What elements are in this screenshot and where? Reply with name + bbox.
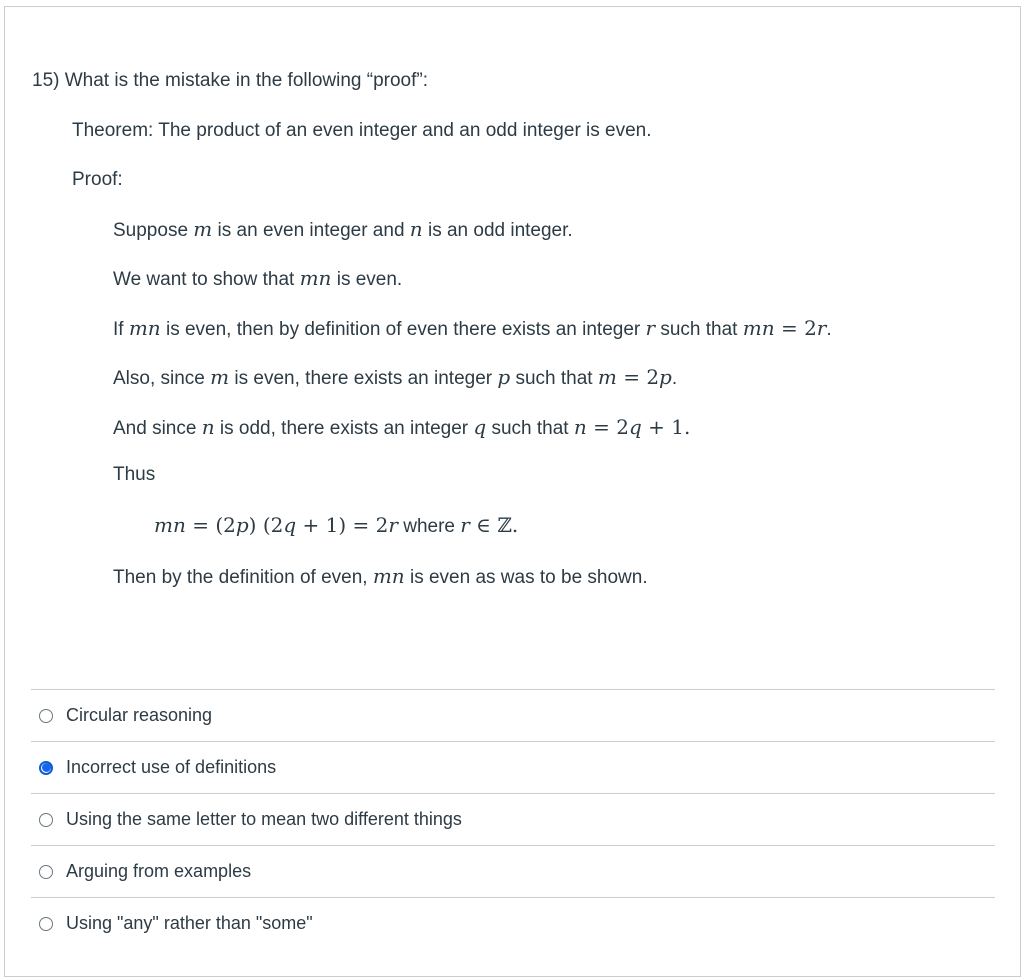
theorem-statement: Theorem: The product of an even integer and an odd integer is even. <box>72 120 652 141</box>
text: . <box>826 319 832 340</box>
text: And since <box>113 418 202 439</box>
text: We want to show that <box>113 269 300 290</box>
math-op: = 2 <box>616 365 660 389</box>
math-var: q <box>628 415 642 439</box>
question-card <box>4 6 1021 977</box>
answer-label: Circular reasoning <box>66 705 213 725</box>
proof-equation <box>154 513 518 539</box>
math-var: p <box>659 365 672 389</box>
text: where <box>397 516 461 537</box>
math-var: q <box>283 513 297 537</box>
math-var: m <box>210 365 230 389</box>
proof-line-goal <box>113 266 402 292</box>
math-var: r <box>460 513 470 537</box>
math-var: p <box>235 513 249 537</box>
math-var: p <box>497 365 511 389</box>
proof-label: Proof: <box>72 169 123 190</box>
math-op: = 2 <box>774 316 817 340</box>
radio-unchecked-icon[interactable] <box>39 917 53 931</box>
proof-line-if <box>113 316 832 342</box>
math-var: m <box>597 365 617 389</box>
math-op: = (2 <box>185 513 236 537</box>
math-var: n <box>201 415 215 439</box>
text: is even as was to be shown. <box>404 567 648 588</box>
radio-unchecked-icon[interactable] <box>39 865 53 879</box>
math-var: r <box>816 316 827 340</box>
math-var: n <box>409 217 423 241</box>
math-var: q <box>473 415 487 439</box>
text: Suppose <box>113 220 194 241</box>
answer-label: Using "any" rather than "some" <box>66 913 313 933</box>
text: is odd, there exists an integer <box>214 418 474 439</box>
answer-list <box>31 689 995 949</box>
math-var: mn <box>154 513 186 537</box>
text: If <box>113 319 129 340</box>
proof-line-m-even <box>113 365 677 391</box>
math-var: mn <box>128 316 161 340</box>
proof-thus: Thus <box>113 464 156 485</box>
math-var: mn <box>742 316 775 340</box>
radio-unchecked-icon[interactable] <box>39 813 53 827</box>
text: . <box>671 368 678 389</box>
text: Then by the definition of even, <box>113 567 373 588</box>
text: is an odd integer. <box>422 220 573 241</box>
math-var: r <box>388 513 398 537</box>
math-var: mn <box>299 266 332 290</box>
radio-checked-icon[interactable] <box>39 761 53 775</box>
text: is even. <box>331 269 403 290</box>
text: Also, since <box>113 368 211 389</box>
text: is an even integer and <box>212 220 410 241</box>
answer-label: Incorrect use of definitions <box>66 757 277 777</box>
math-op: + 1) = 2 <box>296 513 389 537</box>
math-var: n <box>573 415 587 439</box>
math-var: m <box>193 217 213 241</box>
math-var: mn <box>372 564 405 588</box>
question-prompt: 15) What is the mistake in the following “proof”: <box>32 70 429 91</box>
answer-label: Arguing from examples <box>66 861 252 881</box>
text: is even, there exists an integer <box>229 368 498 389</box>
radio-unchecked-icon[interactable] <box>39 709 53 723</box>
math-op: = 2 <box>586 415 629 439</box>
proof-conclusion <box>113 564 648 590</box>
math-op: ) (2 <box>248 513 284 537</box>
proof-line-suppose <box>113 217 573 243</box>
radio-dot-icon <box>42 763 51 772</box>
proof-line-n-odd <box>113 415 690 441</box>
answer-option[interactable] <box>31 741 995 793</box>
answer-option[interactable] <box>31 845 995 897</box>
text: such that <box>510 368 598 389</box>
math-op: + 1. <box>641 415 691 439</box>
answer-option[interactable] <box>31 689 995 741</box>
math-op: ∈ ℤ. <box>469 513 519 537</box>
answer-option[interactable] <box>31 897 995 949</box>
math-var: r <box>645 316 656 340</box>
answer-option[interactable] <box>31 793 995 845</box>
answer-label: Using the same letter to mean two different things <box>66 809 462 829</box>
text: is even, then by definition of even there exists an integer <box>160 319 646 340</box>
text: such that <box>486 418 574 439</box>
text: such that <box>655 319 743 340</box>
